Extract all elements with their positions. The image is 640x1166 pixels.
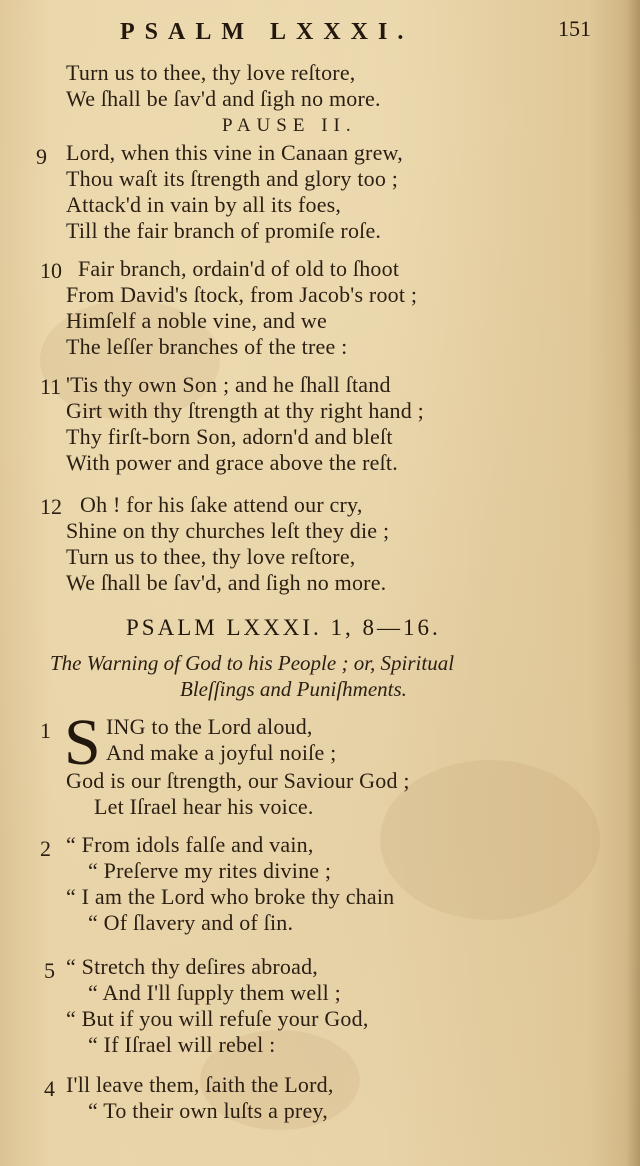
verse-line: With power and grace above the reſt.	[66, 450, 398, 475]
verse-line: “ To their own luſts a prey,	[88, 1098, 328, 1123]
verse-line: The leſſer branches of the tree :	[66, 334, 348, 359]
pause-heading: PAUSE II.	[222, 115, 357, 136]
verse-line: We ſhall be ſav'd and ſigh no more.	[66, 86, 381, 111]
verse-line: We ſhall be ſav'd, and ſigh no more.	[66, 570, 387, 595]
stanza-number: 12	[40, 494, 62, 519]
verse-line: ING to the Lord aloud,	[106, 714, 313, 739]
verse-line: Oh ! for his ſake attend our cry,	[80, 492, 363, 517]
stanza-number: 1	[40, 718, 51, 743]
verse-line: “ But if you will refuſe your God,	[66, 1006, 369, 1031]
verse-line: “ Stretch thy deſires abroad,	[66, 954, 318, 979]
stanza-number: 4	[44, 1076, 55, 1101]
verse-line: And make a joyful noiſe ;	[106, 740, 337, 765]
running-header-title: PSALM LXXXI.	[120, 19, 414, 45]
psalm-subtitle: Bleſſings and Puniſhments.	[180, 677, 407, 701]
verse-line: “ And I'll ſupply them well ;	[88, 980, 341, 1005]
verse-line: Till the fair branch of promiſe roſe.	[66, 218, 382, 243]
verse-line: Turn us to thee, thy love reſtore,	[66, 60, 356, 85]
verse-line: “ If Iſrael will rebel :	[88, 1032, 276, 1057]
verse-line: God is our ſtrength, our Saviour God ;	[66, 768, 410, 793]
verse-line: I'll leave them, ſaith the Lord,	[66, 1072, 334, 1097]
verse-line: Turn us to thee, thy love reſtore,	[66, 544, 356, 569]
paper-stain	[380, 760, 600, 920]
psalm-subtitle: The Warning of God to his People ; or, Spiritual	[50, 651, 455, 675]
verse-line: Himſelf a noble vine, and we	[66, 308, 327, 333]
verse-line: Thy firſt-born Son, adorn'd and bleſt	[66, 424, 393, 449]
verse-line: “ Of ſlavery and of ſin.	[88, 910, 294, 935]
stanza-number: 2	[40, 836, 51, 861]
verse-line: From David's ſtock, from Jacob's root ;	[66, 282, 418, 307]
stanza-number: 10	[40, 258, 62, 283]
verse-line: Girt with thy ſtrength at thy right hand ;	[66, 398, 424, 423]
verse-line: Fair branch, ordain'd of old to ſhoot	[78, 256, 400, 281]
verse-line: Shine on thy churches leſt they die ;	[66, 518, 390, 543]
psalm-heading: PSALM LXXXI. 1, 8—16.	[126, 615, 441, 640]
verse-line: Attack'd in vain by all its foes,	[66, 192, 342, 217]
stanza-number: 5	[44, 958, 55, 983]
stanza-number: 9	[36, 144, 47, 169]
verse-line: Lord, when this vine in Canaan grew,	[66, 140, 403, 165]
stanza-number: 11	[40, 374, 62, 399]
page-number: 151	[558, 16, 591, 41]
verse-line: “ I am the Lord who broke thy chain	[66, 884, 395, 909]
verse-line: “ Preſerve my rites divine ;	[88, 858, 332, 883]
verse-line: 'Tis thy own Son ; and he ſhall ſtand	[66, 372, 391, 397]
drop-cap: S	[64, 706, 101, 779]
verse-line: Let Iſrael hear his voice.	[94, 794, 314, 819]
verse-line: “ From idols falſe and vain,	[66, 832, 314, 857]
verse-line: Thou waſt its ſtrength and glory too ;	[66, 166, 399, 191]
page-edge-shadow	[626, 0, 640, 1166]
